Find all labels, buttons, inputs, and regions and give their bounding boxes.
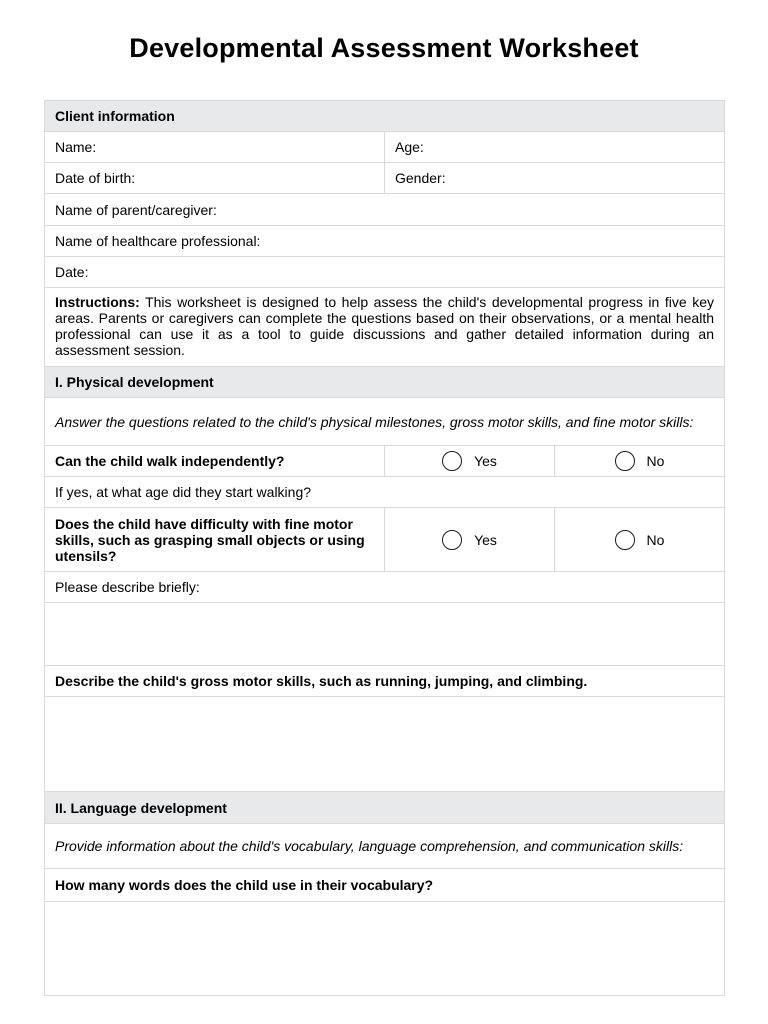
language-intro-row [45, 824, 724, 869]
section-header-language [45, 792, 724, 824]
vocabulary-question: How many words does the child use in their vocabulary? [55, 877, 434, 893]
gross-motor-question-row [45, 666, 724, 697]
fine-motor-question: Does the child have difficulty with fine motor skills, such as grasping small objects or using utensils? [45, 508, 385, 571]
yes-label: Yes [474, 453, 497, 469]
page-title: Developmental Assessment Worksheet [129, 33, 639, 63]
name-field[interactable] [45, 132, 385, 162]
physical-intro: Answer the questions related to the child's physical milestones, gross motor skills, and fine motor skills: [55, 413, 694, 430]
parent-row [45, 194, 724, 226]
parent-field[interactable] [45, 194, 724, 225]
assessment-form [44, 100, 725, 996]
section-title: Client information [55, 108, 175, 124]
no-label: No [646, 453, 665, 469]
fine-motor-yes-option[interactable] [385, 508, 555, 571]
date-field[interactable] [45, 257, 724, 287]
dob-gender-row [45, 163, 724, 194]
professional-field[interactable] [45, 226, 724, 256]
walk-yes-option[interactable] [385, 446, 555, 476]
parent-label: Name of parent/caregiver: [55, 201, 217, 218]
gender-label: Gender: [395, 170, 446, 186]
language-intro: Provide information about the child's vocabulary, language comprehension, and communication skills: [55, 838, 684, 854]
section-header-client [45, 101, 724, 132]
walk-no-option[interactable] [555, 446, 724, 476]
describe-label: Please describe briefly: [55, 579, 200, 595]
no-label: No [646, 531, 665, 548]
walk-question-row [45, 446, 724, 477]
vocabulary-answer-box[interactable] [45, 902, 724, 995]
walk-yes-radio[interactable] [442, 451, 462, 471]
dob-field[interactable] [45, 163, 385, 193]
walk-age-field[interactable] [45, 477, 724, 507]
instructions [45, 288, 724, 366]
professional-row [45, 226, 724, 257]
instructions-label: Instructions: [55, 294, 140, 310]
dob-label: Date of birth: [55, 170, 136, 186]
name-age-row [45, 132, 724, 163]
age-field[interactable] [385, 132, 724, 162]
walk-question: Can the child walk independently? [45, 446, 385, 476]
age-label: Age: [395, 139, 424, 155]
instructions-text: This worksheet is designed to help assess the child's developmental progress in five key areas. Parents or caregivers can complete the questions based on their observations, or a mental health professional can use it as a tool to guide discussions and gather detailed information during an assessment session. [55, 294, 714, 358]
physical-intro-row [45, 398, 724, 446]
fine-motor-no-option[interactable] [555, 508, 724, 571]
gross-motor-answer-box[interactable] [45, 697, 724, 792]
walk-age-row [45, 477, 724, 508]
section-title: I. Physical development [55, 374, 214, 390]
date-label: Date: [55, 264, 89, 280]
walk-no-radio[interactable] [615, 451, 635, 471]
gender-field[interactable] [385, 163, 724, 193]
section-header-physical [45, 367, 724, 398]
professional-label: Name of healthcare professional: [55, 233, 261, 249]
gross-motor-question: Describe the child's gross motor skills, such as running, jumping, and climbing. [55, 673, 588, 689]
section-title: II. Language development [55, 799, 227, 816]
date-row [45, 257, 724, 288]
fine-motor-yes-radio[interactable] [442, 530, 462, 550]
describe-answer-box[interactable] [45, 603, 724, 666]
fine-motor-no-radio[interactable] [615, 530, 635, 550]
vocabulary-question-row [45, 869, 724, 902]
fine-motor-question-row [45, 508, 724, 572]
yes-label: Yes [474, 531, 497, 548]
walk-age-label: If yes, at what age did they start walking? [55, 484, 312, 500]
describe-label-row [45, 572, 724, 603]
instructions-row [45, 288, 724, 367]
name-label: Name: [55, 139, 97, 155]
